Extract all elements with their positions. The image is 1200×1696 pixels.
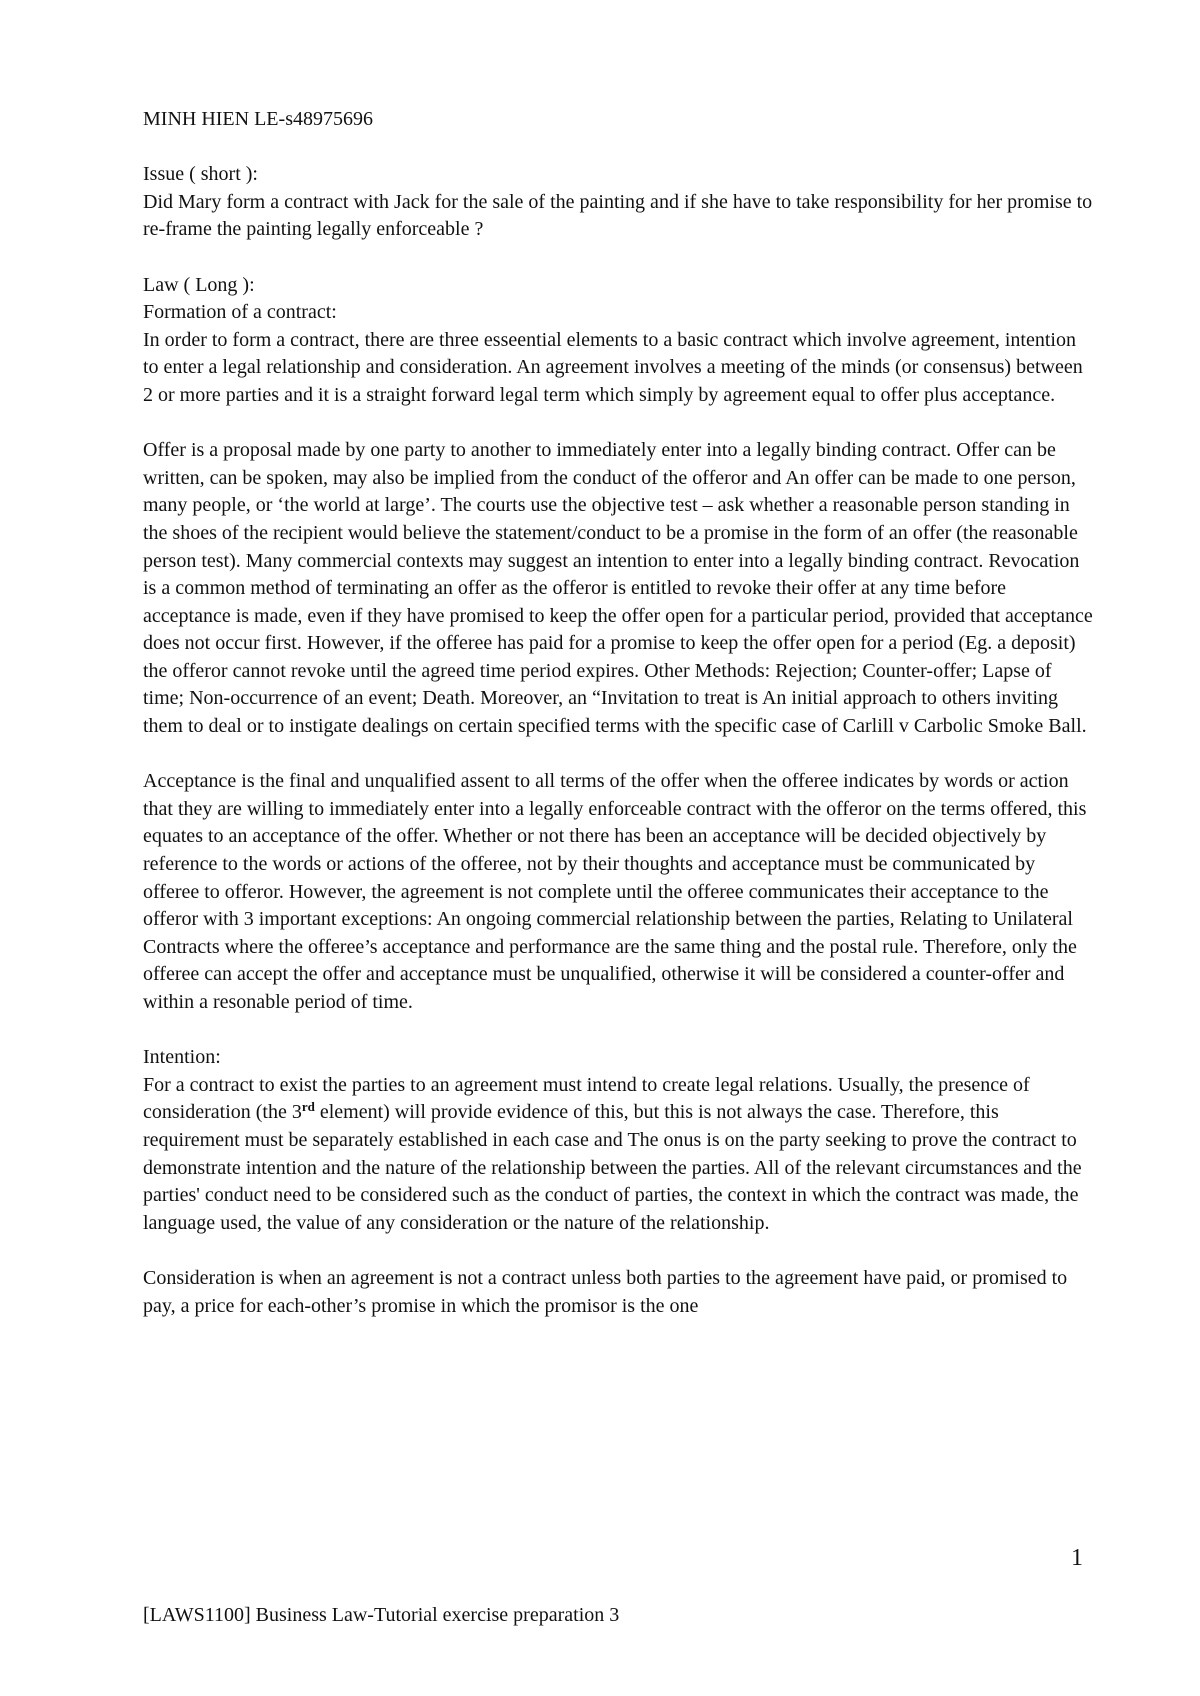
paragraph-spacer (143, 741, 1093, 769)
page-footer: [LAWS1100] Business Law-Tutorial exercise preparation 3 (143, 1604, 620, 1626)
law-heading: Law ( Long ): (143, 273, 255, 296)
acceptance-paragraph: Acceptance is the final and unqualified assent to all terms of the offer when the offeree indicates by words or action that they are willing to immediately enter into a legally enforceable contract with the offeror on the terms offered, this equates to an acceptance of the offer. Whether or not there has been an acceptance will be decided objectively by reference to the words or actions of the offeree, not by their thoughts and acceptance must be communicated by offeree to offeror. However, the agreement is not complete until the offeree communicates their acceptance to the offeror with 3 important exceptions: An ongoing commercial relationship between the parties, Relating to Unilateral Contracts where the offeree’s acceptance and performance are the same thing and the postal rule. Therefore, only the offeree can accept the offer and acceptance must be unqualified, otherwise it will be considered a counter-offer and within a resonable period of time. (143, 770, 1087, 1013)
paragraph-spacer (143, 1017, 1093, 1045)
issue-heading: Issue ( short ): (143, 163, 258, 186)
paragraph-spacer (143, 1237, 1093, 1265)
paragraph-spacer (143, 410, 1093, 438)
author-line: MINH HIEN LE-s48975696 (143, 108, 373, 130)
formation-subheading: Formation of a contract: (143, 301, 337, 324)
intention-paragraph (143, 1072, 1093, 1238)
page-number: 1 (1071, 1545, 1083, 1571)
paragraph-spacer (143, 134, 1093, 162)
offer-paragraph: Offer is a proposal made by one party to another to immediately enter into a legally binding contract. Offer can be written, can be spoken, may also be implied from the conduct of the offeror and An offer can be made to one person, many people, or ‘the world at large’. The courts use the objective test – ask whether a reasonable person standing in the shoes of the recipient would believe the statement/conduct to be a promise in the form of an offer (the reasonable person test). Many commercial contexts may suggest an intention to enter into a legally binding contract. Revocation is a common method of terminating an offer as the offeror is entitled to revoke their offer at any time before acceptance is made, even if they have promised to keep the offer open for a particular period, provided that acceptance does not occur first. However, if the offeree has paid for a promise to keep the offer open for a period (Eg. a deposit) the offeror cannot revoke until the agreed time period expires. Other Methods: Rejection; Counter-offer; Lapse of time; Non-occurrence of an event; Death. Moreover, an “Invitation to treat is An initial approach to others inviting them to deal or to instigate dealings on certain specified terms with the specific case of Carlill v Carbolic Smoke Ball. (143, 439, 1093, 738)
formation-paragraph: In order to form a contract, there are three esseential elements to a basic contract which involve agreement, intention to enter a legal relationship and consideration. An agreement involves a meeting of the minds (or consensus) between 2 or more parties and it is a straight forward legal term which simply by agreement equal to offer plus acceptance. (143, 328, 1083, 406)
intention-text-end: element) will provide evidence of this, but this is not always the case. Therefore, this requirement must be separately established in each case and The onus is on the party seeking to prove the contract to demonstrate intention and the nature of the relationship between the parties. All of the relevant circumstances and the parties' conduct need to be considered such as the conduct of parties, the context in which the contract was made, the language used, the value of any consideration or the nature of the relationship. (143, 1101, 1082, 1234)
paragraph-spacer (143, 244, 1093, 272)
document-body (143, 106, 1093, 1320)
ordinal-superscript: rd (301, 1099, 315, 1115)
consideration-paragraph: Consideration is when an agreement is not a contract unless both parties to the agreement have paid, or promised to pay, a price for each-other’s promise in which the promisor is the one (143, 1266, 1068, 1317)
issue-text: Did Mary form a contract with Jack for the sale of the painting and if she have to take responsibility for her promise to re-frame the painting legally enforceable ? (143, 190, 1093, 241)
intention-text-start: For a contract to exist the parties to an agreement must intend to create legal relations. Usually, the presence of consideration (the 3 (143, 1073, 1030, 1124)
intention-heading: Intention: (143, 1046, 221, 1069)
